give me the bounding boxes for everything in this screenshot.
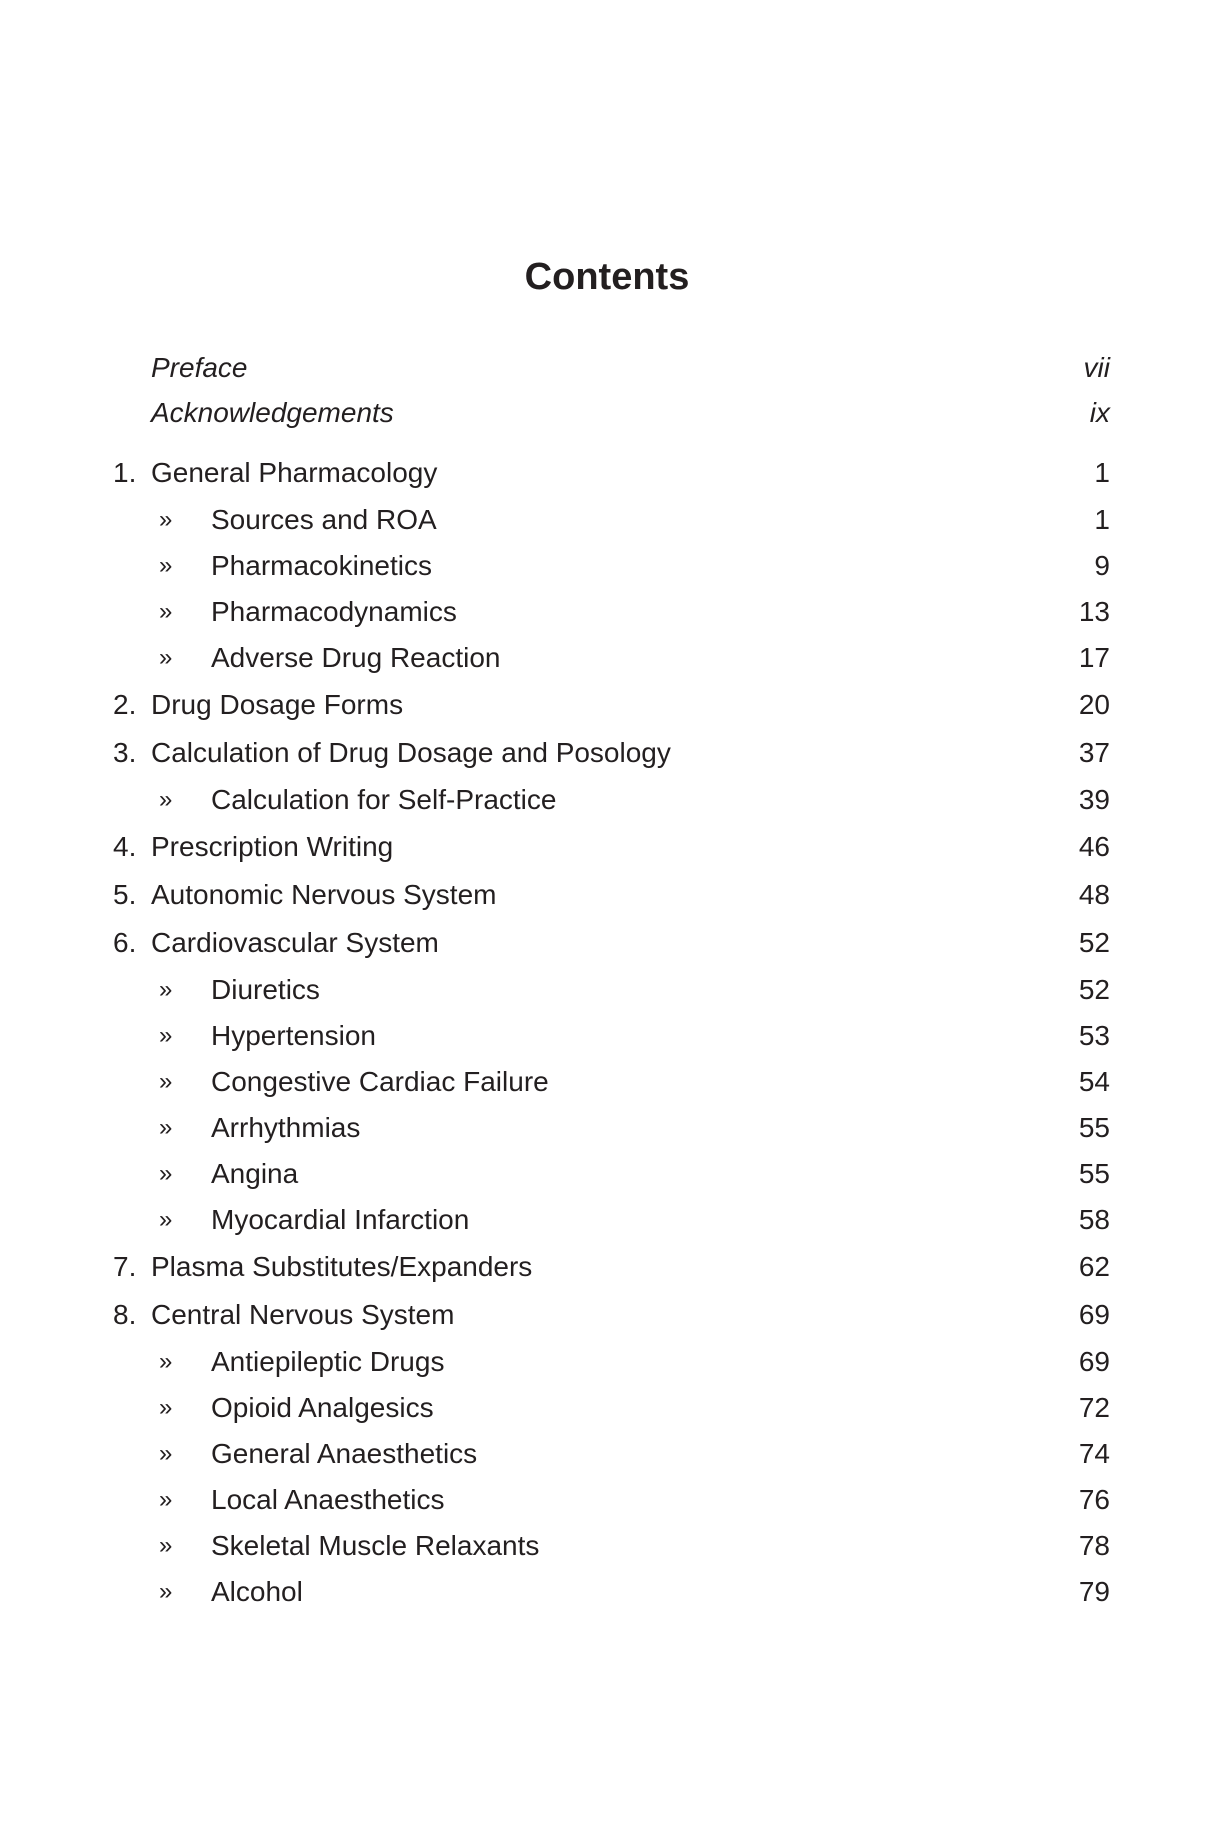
toc-entry-title: Calculation of Drug Dosage and Posology [151, 737, 671, 768]
bullet-marker: » [159, 976, 173, 1003]
toc-entry-title: Preface [151, 352, 248, 383]
toc-page-number: 62 [1078, 1251, 1110, 1282]
toc-page-number: 53 [1078, 1020, 1110, 1051]
toc-section-entry[interactable] [113, 1523, 1110, 1569]
chapter-number: 8. [113, 1299, 137, 1330]
toc-entry-title: Antiepileptic Drugs [211, 1346, 445, 1377]
toc-page-number: 79 [1078, 1576, 1110, 1607]
toc-page-number: 69 [1078, 1346, 1110, 1377]
toc-chapter-entry[interactable] [113, 1291, 1110, 1339]
toc-chapter-entry[interactable] [113, 449, 1110, 497]
toc-section-entry[interactable] [113, 543, 1110, 589]
toc-section-entry[interactable] [113, 635, 1110, 681]
toc-entry-title: Angina [211, 1158, 299, 1189]
bullet-marker: » [159, 552, 173, 579]
toc-page-number: 52 [1078, 927, 1110, 958]
bullet-marker: » [159, 506, 173, 533]
toc-entry-title: Myocardial Infarction [211, 1204, 470, 1235]
toc-entry-title: General Pharmacology [151, 457, 438, 488]
toc-section-entry[interactable] [113, 1059, 1110, 1105]
toc-section-entry[interactable] [113, 1569, 1110, 1615]
toc-entry-title: Hypertension [211, 1020, 376, 1051]
toc-page-number: 55 [1078, 1112, 1110, 1143]
toc-section-entry[interactable] [113, 1013, 1110, 1059]
toc-section-entry[interactable] [113, 1151, 1110, 1197]
toc-page-number: 69 [1078, 1299, 1110, 1330]
bullet-marker: » [159, 1022, 173, 1049]
toc-chapter-entry[interactable] [113, 681, 1110, 729]
toc-entry-title: Cardiovascular System [151, 927, 439, 958]
chapter-number: 1. [113, 457, 137, 488]
toc-page-number: 9 [1094, 550, 1110, 581]
toc-entry-title: Sources and ROA [211, 504, 437, 535]
toc-entry-title: Arrhythmias [211, 1112, 361, 1143]
toc-page-number: 20 [1078, 689, 1110, 720]
toc-page-number: 55 [1078, 1158, 1110, 1189]
toc-page-number: vii [1083, 352, 1110, 383]
toc-section-entry[interactable] [113, 1431, 1110, 1477]
toc-page-number: 58 [1078, 1204, 1110, 1235]
toc-entry-title: Prescription Writing [151, 831, 394, 862]
bullet-marker: » [159, 1206, 173, 1233]
bullet-marker: » [159, 644, 173, 671]
toc-entry-title: General Anaesthetics [211, 1438, 478, 1469]
toc-section-entry[interactable] [113, 1105, 1110, 1151]
toc-page-number: 1 [1094, 504, 1110, 535]
toc-page-number: 76 [1078, 1484, 1110, 1515]
toc-chapter-entry[interactable] [113, 823, 1110, 871]
bullet-marker: » [159, 598, 173, 625]
toc-entry-title: Alcohol [211, 1576, 303, 1607]
chapter-number: 5. [113, 879, 137, 910]
table-of-contents [113, 345, 1110, 1615]
bullet-marker: » [159, 1532, 173, 1559]
toc-section-entry[interactable] [113, 967, 1110, 1013]
toc-section-entry[interactable] [113, 589, 1110, 635]
bullet-marker: » [159, 1068, 173, 1095]
toc-entry-title: Pharmacokinetics [211, 550, 432, 581]
toc-page-number: 72 [1078, 1392, 1110, 1423]
toc-entry-title: Central Nervous System [151, 1299, 455, 1330]
bullet-marker: » [159, 1160, 173, 1187]
bullet-marker: » [159, 1348, 173, 1375]
toc-entry-title: Opioid Analgesics [211, 1392, 434, 1423]
toc-section-entry[interactable] [113, 1477, 1110, 1523]
toc-section-entry[interactable] [113, 1339, 1110, 1385]
bullet-marker: » [159, 1486, 173, 1513]
toc-entry-title: Local Anaesthetics [211, 1484, 445, 1515]
toc-page-number: 74 [1078, 1438, 1110, 1469]
toc-page-number: 17 [1078, 642, 1110, 673]
toc-entry-title: Diuretics [211, 974, 320, 1005]
toc-page-number: 54 [1078, 1066, 1110, 1097]
toc-entry-title: Congestive Cardiac Failure [211, 1066, 549, 1097]
chapter-number: 6. [113, 927, 137, 958]
toc-page-number: 39 [1078, 784, 1110, 815]
toc-section-entry[interactable] [113, 497, 1110, 543]
toc-page-number: 13 [1078, 596, 1110, 627]
bullet-marker: » [159, 786, 173, 813]
toc-entry-title: Calculation for Self-Practice [211, 784, 557, 815]
toc-chapter-entry[interactable] [113, 729, 1110, 777]
bullet-marker: » [159, 1114, 173, 1141]
toc-page-number: 48 [1078, 879, 1110, 910]
toc-chapter-entry[interactable] [113, 1243, 1110, 1291]
toc-front-matter-entry[interactable] [113, 345, 1110, 390]
toc-page-number: 78 [1078, 1530, 1110, 1561]
toc-chapter-entry[interactable] [113, 919, 1110, 967]
chapter-number: 2. [113, 689, 137, 720]
chapter-number: 4. [113, 831, 137, 862]
toc-section-entry[interactable] [113, 1385, 1110, 1431]
toc-entry-title: Drug Dosage Forms [151, 689, 404, 720]
page-title: Contents [524, 256, 690, 298]
toc-page-number: 46 [1078, 831, 1110, 862]
toc-section-entry[interactable] [113, 1197, 1110, 1243]
toc-chapter-entry[interactable] [113, 871, 1110, 919]
bullet-marker: » [159, 1578, 173, 1605]
toc-entry-title: Skeletal Muscle Relaxants [211, 1530, 540, 1561]
toc-page-number: 37 [1078, 737, 1110, 768]
toc-entry-title: Pharmacodynamics [211, 596, 457, 627]
toc-page-number: 1 [1094, 457, 1110, 488]
toc-entry-title: Plasma Substitutes/Expanders [151, 1251, 533, 1282]
bullet-marker: » [159, 1394, 173, 1421]
toc-section-entry[interactable] [113, 777, 1110, 823]
toc-entry-title: Acknowledgements [151, 397, 394, 428]
toc-front-matter-entry[interactable] [113, 390, 1110, 435]
toc-page-number: ix [1089, 397, 1110, 428]
chapter-number: 3. [113, 737, 137, 768]
toc-page-number: 52 [1078, 974, 1110, 1005]
toc-entry-title: Autonomic Nervous System [151, 879, 497, 910]
chapter-number: 7. [113, 1251, 137, 1282]
toc-entry-title: Adverse Drug Reaction [211, 642, 501, 673]
bullet-marker: » [159, 1440, 173, 1467]
